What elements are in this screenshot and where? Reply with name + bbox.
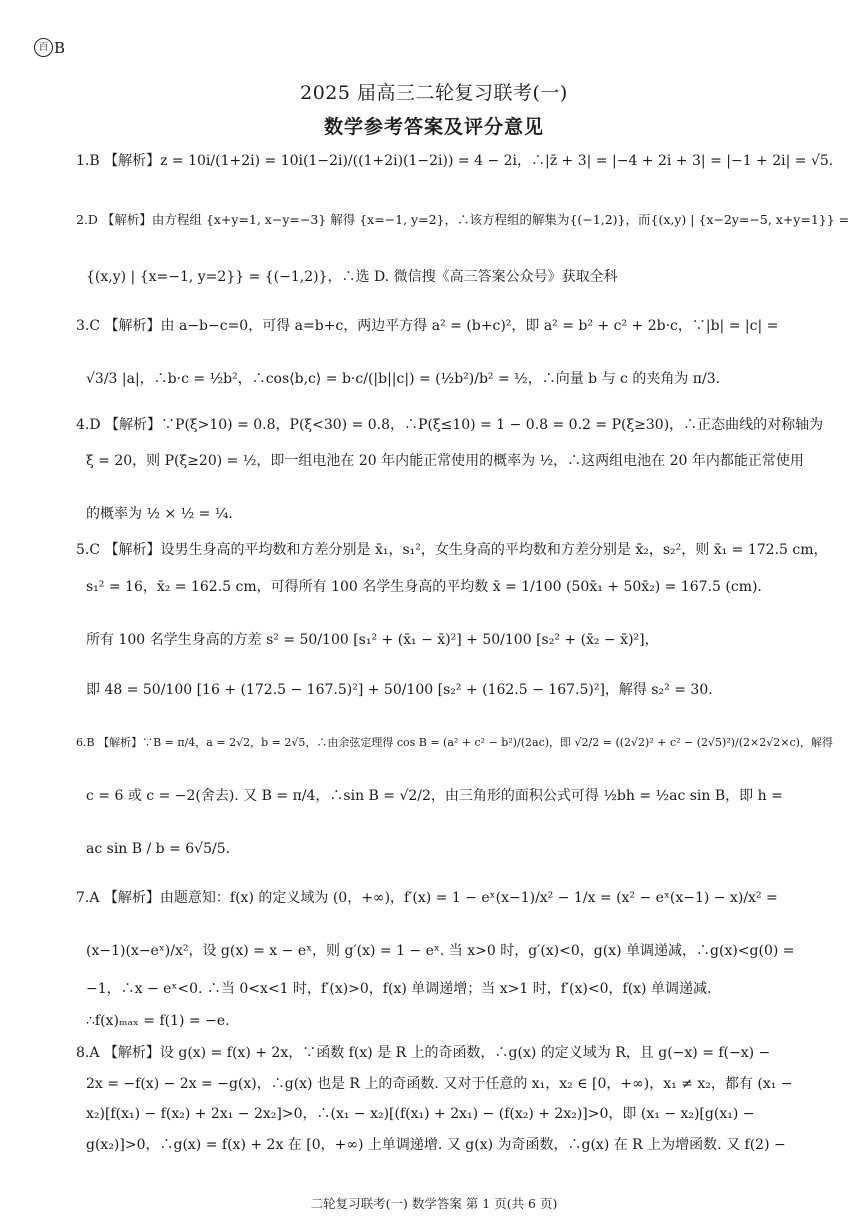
answer-7-line-2: (x−1)(x−eˣ)/x²，设 g(x) = x − eˣ，则 g′(x) = 1 − eˣ. 当 x>0 时，g′(x)<0，g(x) 单调递减，∴g(x)<g(0) = bbox=[86, 943, 795, 959]
answer-6-line-1: 6.B 【解析】∵B = π/4，a = 2√2，b = 2√5，∴由余弦定理得 cos B = (a² + c² − b²)/(2ac)，即 √2/2 = ((2√2)² + c² − (2√5)²)/(2×2√2×c)，解得 bbox=[76, 736, 833, 749]
answer-3-line-1: 3.C 【解析】由 a−b−c=0，可得 a=b+c，两边平方得 a² = (b+c)²，即 a² = b² + c² + 2b·c，∵|b| = |c| = bbox=[76, 318, 779, 334]
answer-4-line-2: ξ = 20，则 P(ξ≥20) = ½，即一组电池在 20 年内能正常使用的概率为 ½，∴这两组电池在 20 年内都能正常使用 bbox=[86, 453, 804, 469]
answer-8-line-2: 2x = −f(x) − 2x = −g(x)，∴g(x) 也是 R 上的奇函数. 又对于任意的 x₁，x₂ ∈ [0，+∞)，x₁ ≠ x₂，都有 (x₁ − bbox=[86, 1076, 793, 1092]
page-footer: 二轮复习联考(一) 数学答案 第 1 页(共 6 页) bbox=[310, 1196, 558, 1211]
answer-2-line-2: {(x,y) | {x=−1, y=2}} = {(−1,2)}，∴选 D. 微信搜《高三答案公众号》获取全科 bbox=[86, 269, 618, 285]
answer-2-line-1: 2.D 【解析】由方程组 {x+y=1, x−y=−3} 解得 {x=−1, y=2}，∴该方程组的解集为{(−1,2)}，而{(x,y) | {x−2y=−5, x+y=1}} = bbox=[76, 212, 850, 227]
answer-5-line-2: s₁² = 16，x̄₂ = 162.5 cm，可得所有 100 名学生身高的平均数 x̄ = 1/100 (50x̄₁ + 50x̄₂) = 167.5 (cm). bbox=[86, 579, 762, 595]
answer-5-line-3: 所有 100 名学生身高的方差 s² = 50/100 [s₁² + (x̄₁ − x̄)²] + 50/100 [s₂² + (x̄₂ − x̄)²]， bbox=[86, 632, 659, 648]
answer-1-line-1: 1.B 【解析】z = 10i/(1+2i) = 10i(1−2i)/((1+2i)(1−2i)) = 4 − 2i，∴|z̄ + 3| = |−4 + 2i + 3| = |−1 + 2i| = √5. bbox=[76, 153, 834, 169]
page-subtitle: 数学参考答案及评分意见 bbox=[323, 116, 544, 138]
circle-logo-icon: 百 bbox=[34, 38, 53, 57]
answer-7-line-1: 7.A 【解析】由题意知：f(x) 的定义域为 (0，+∞)，f′(x) = 1 − eˣ(x−1)/x² − 1/x = (x² − eˣ(x−1) − x)/x² = bbox=[76, 890, 778, 906]
answer-6-line-3: ac sin B / b = 6√5/5. bbox=[86, 841, 231, 857]
corner-mark-letter: B bbox=[54, 38, 66, 57]
answer-6-line-2: c = 6 或 c = −2(舍去). 又 B = π/4，∴sin B = √2/2，由三角形的面积公式可得 ½bh = ½ac sin B，即 h = bbox=[86, 788, 783, 804]
answer-4-line-1: 4.D 【解析】∵P(ξ>10) = 0.8，P(ξ<30) = 0.8，∴P(ξ≤10) = 1 − 0.8 = 0.2 = P(ξ≥30)，∴正态曲线的对称轴为 bbox=[76, 417, 824, 433]
answer-8-line-4: g(x₂)]>0，∴g(x) = f(x) + 2x 在 [0，+∞) 上单调递增. 又 g(x) 为奇函数，∴g(x) 在 R 上为增函数. 又 f(2) − bbox=[86, 1137, 786, 1153]
page-title: 2025 届高三二轮复习联考(一) bbox=[300, 82, 568, 104]
answer-5-line-4: 即 48 = 50/100 [16 + (172.5 − 167.5)²] + 50/100 [s₂² + (162.5 − 167.5)²]，解得 s₂² = 30. bbox=[86, 682, 713, 698]
answer-8-line-3: x₂)[f(x₁) − f(x₂) + 2x₁ − 2x₂]>0，∴(x₁ − x₂)[(f(x₁) + 2x₁) − (f(x₂) + 2x₂)]>0，即 (x₁ − x₂)[g(x₁) − bbox=[86, 1106, 755, 1122]
answer-7-line-3: −1，∴x − eˣ<0. ∴当 0<x<1 时，f′(x)>0，f(x) 单调递增；当 x>1 时，f′(x)<0，f(x) 单调递减. bbox=[86, 981, 712, 997]
answer-7-line-4: ∴f(x)ₘₐₓ = f(1) = −e. bbox=[86, 1013, 230, 1029]
answer-3-line-2: √3/3 |a|，∴b·c = ½b²，∴cos⟨b,c⟩ = b·c/(|b||c|) = (½b²)/b² = ½，∴向量 b 与 c 的夹角为 π/3. bbox=[86, 371, 721, 387]
answer-8-line-1: 8.A 【解析】设 g(x) = f(x) + 2x，∵函数 f(x) 是 R 上的奇函数，∴g(x) 的定义域为 R，且 g(−x) = f(−x) − bbox=[76, 1045, 771, 1061]
corner-mark bbox=[34, 38, 65, 57]
answer-4-line-3: 的概率为 ½ × ½ = ¼. bbox=[86, 506, 233, 522]
answer-5-line-1: 5.C 【解析】设男生身高的平均数和方差分别是 x̄₁，s₁²，女生身高的平均数和方差分别是 x̄₂，s₂²，则 x̄₁ = 172.5 cm， bbox=[76, 542, 828, 558]
